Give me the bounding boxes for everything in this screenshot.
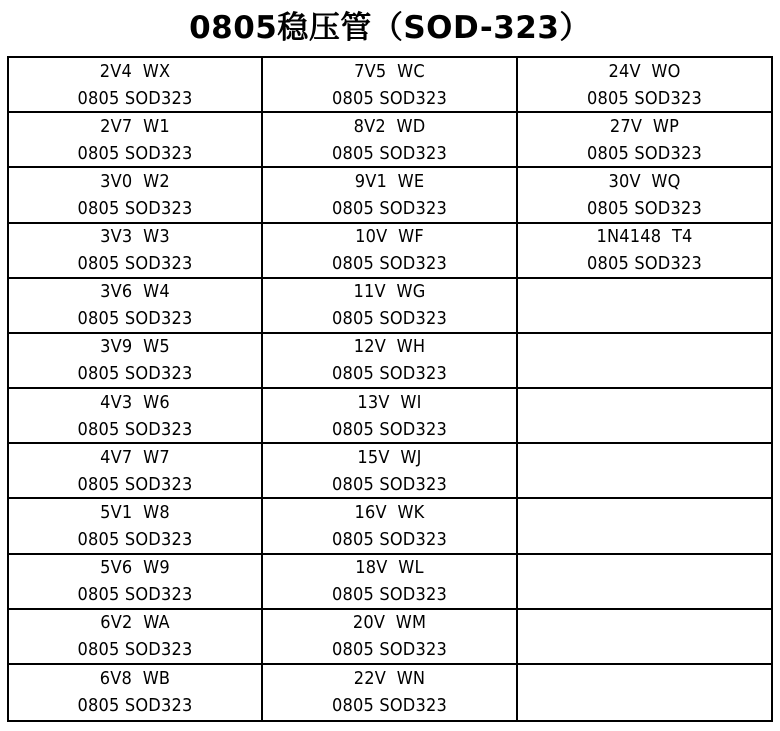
part-voltage-code: 3V3 W3 (100, 226, 170, 248)
part-package: 0805 SOD323 (332, 363, 447, 385)
table-cell-empty (518, 499, 771, 554)
part-voltage-code: 4V3 W6 (100, 391, 170, 413)
table-cell (9, 555, 263, 610)
part-voltage-code: 2V4 WX (99, 60, 171, 82)
part-voltage-code: 22V WN (353, 668, 426, 690)
part-package: 0805 SOD323 (77, 584, 193, 606)
part-package: 0805 SOD323 (332, 584, 447, 606)
part-voltage-code: 7V5 WC (354, 60, 425, 82)
part-package: 0805 SOD323 (77, 142, 193, 164)
table-cell (263, 224, 518, 279)
part-package: 0805 SOD323 (587, 87, 702, 109)
table-cell (9, 389, 263, 444)
part-package: 0805 SOD323 (332, 308, 447, 330)
part-voltage-code: 9V1 WE (354, 170, 425, 192)
table-cell (9, 665, 263, 720)
part-package: 0805 SOD323 (332, 473, 447, 495)
table-cell-empty (518, 665, 771, 720)
table-cell-empty (518, 444, 771, 499)
part-voltage-code: 3V6 W4 (100, 281, 170, 303)
part-package: 0805 SOD323 (332, 87, 447, 109)
part-package: 0805 SOD323 (77, 695, 193, 717)
table-cell-empty (518, 555, 771, 610)
part-voltage-code: 6V2 WA (100, 612, 170, 634)
part-package: 0805 SOD323 (332, 639, 447, 661)
part-voltage-code: 27V WP (609, 115, 680, 137)
table-cell (518, 113, 771, 168)
part-package: 0805 SOD323 (332, 695, 447, 717)
part-package: 0805 SOD323 (332, 418, 447, 440)
table-cell (9, 224, 263, 279)
part-package: 0805 SOD323 (332, 197, 447, 219)
table-cell-empty (518, 334, 771, 389)
part-package: 0805 SOD323 (587, 197, 702, 219)
part-package: 0805 SOD323 (587, 142, 702, 164)
part-package: 0805 SOD323 (77, 639, 193, 661)
part-voltage-code: 20V WM (352, 612, 427, 634)
part-voltage-code: 4V7 W7 (100, 446, 170, 468)
part-voltage-code: 3V9 W5 (100, 336, 170, 358)
part-package: 0805 SOD323 (77, 197, 193, 219)
table-cell (263, 334, 518, 389)
part-voltage-code: 1N4148 T4 (596, 226, 693, 248)
table-cell-empty (518, 279, 771, 334)
part-package: 0805 SOD323 (77, 308, 193, 330)
table-cell (263, 610, 518, 665)
part-voltage-code: 2V7 W1 (100, 115, 170, 137)
part-package: 0805 SOD323 (332, 253, 447, 275)
part-package: 0805 SOD323 (332, 528, 447, 550)
table-cell-empty (518, 610, 771, 665)
part-voltage-code: 12V WH (353, 336, 426, 358)
part-voltage-code: 24V WO (608, 60, 681, 82)
part-package: 0805 SOD323 (77, 253, 193, 275)
table-cell (263, 499, 518, 554)
part-voltage-code: 11V WG (353, 281, 426, 303)
part-voltage-code: 5V6 W9 (100, 557, 170, 579)
table-cell (263, 665, 518, 720)
part-package: 0805 SOD323 (77, 418, 193, 440)
part-voltage-code: 6V8 WB (99, 668, 171, 690)
table-cell (518, 224, 771, 279)
table-cell (9, 444, 263, 499)
part-package: 0805 SOD323 (332, 142, 447, 164)
table-cell (9, 279, 263, 334)
table-cell (263, 555, 518, 610)
part-voltage-code: 13V WI (357, 391, 422, 413)
table-cell (9, 499, 263, 554)
part-voltage-code: 8V2 WD (353, 115, 426, 137)
table-cell-empty (518, 389, 771, 444)
part-voltage-code: 18V WL (355, 557, 424, 579)
table-cell (263, 113, 518, 168)
table-cell (263, 389, 518, 444)
table-cell (9, 334, 263, 389)
table-cell (518, 58, 771, 113)
table-cell (263, 279, 518, 334)
table-cell (263, 168, 518, 223)
table-cell (9, 58, 263, 113)
part-voltage-code: 5V1 W8 (100, 501, 170, 523)
part-package: 0805 SOD323 (77, 473, 193, 495)
part-voltage-code: 10V WF (355, 226, 424, 248)
table-cell (9, 113, 263, 168)
zener-code-table (7, 56, 773, 722)
part-package: 0805 SOD323 (77, 87, 193, 109)
part-voltage-code: 30V WQ (608, 170, 681, 192)
table-cell (9, 168, 263, 223)
table-cell (518, 168, 771, 223)
part-voltage-code: 16V WK (354, 501, 425, 523)
table-cell (263, 444, 518, 499)
page-title: 0805稳压管（SOD-323） (189, 10, 591, 46)
table-cell (263, 58, 518, 113)
part-voltage-code: 3V0 W2 (100, 170, 170, 192)
part-voltage-code: 15V WJ (357, 446, 422, 468)
table-cell (9, 610, 263, 665)
part-package: 0805 SOD323 (77, 363, 193, 385)
part-package: 0805 SOD323 (77, 528, 193, 550)
part-package: 0805 SOD323 (587, 253, 702, 275)
